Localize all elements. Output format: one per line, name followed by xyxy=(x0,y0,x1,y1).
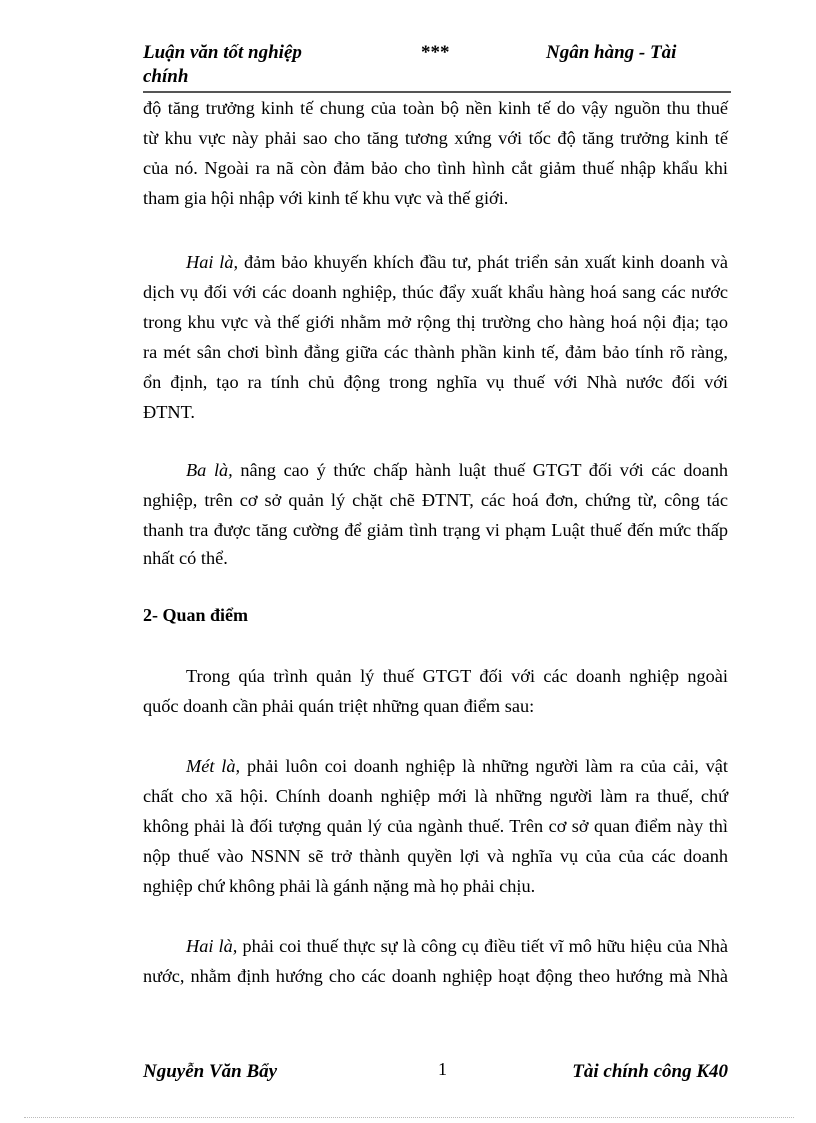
text-line: trong khu vực và thế giới nhằm mở rộng thị trường cho hàng hoá nội địa; tạo xyxy=(143,312,728,332)
paragraph-lead: Hai là, xyxy=(186,936,238,956)
header-center: *** xyxy=(421,42,450,63)
text-line: ĐTNT. xyxy=(143,402,195,422)
text-line: Trong qúa trình quản lý thuế GTGT đối với các doanh nghiệp ngoài xyxy=(186,666,728,686)
section-heading: 2- Quan điểm xyxy=(143,605,249,625)
paragraph-lead: Mét là, xyxy=(186,756,241,776)
text-line: tham gia hội nhập với kinh tế khu vực và thế giới. xyxy=(143,188,509,208)
text-line: độ tăng trưởng kinh tế chung của toàn bộ nền kinh tế do vậy nguồn thu thuế xyxy=(143,98,728,118)
text-line: nghiệp, trên cơ sở quản lý chặt chẽ ĐTNT, các hoá đơn, chứng từ, công tác xyxy=(143,490,728,510)
paragraph-lead: Ba là, xyxy=(186,460,233,480)
header-left: Luận văn tốt nghiệp xyxy=(143,42,302,63)
text-line: thanh tra được tăng cường để giảm tình trạng vi phạm Luật thuế đến mức thấp xyxy=(143,520,728,540)
header-left-cont: chính xyxy=(143,66,189,87)
text-line xyxy=(143,459,728,481)
header-rule xyxy=(143,91,731,93)
footer-author: Nguyễn Văn Bẩy xyxy=(143,1061,278,1082)
footer-class: Tài chính công K40 xyxy=(572,1061,728,1082)
text-line: từ khu vực này phải sao cho tăng tương xứng với tốc độ tăng trưởng kinh tế xyxy=(143,128,728,148)
page-boundary xyxy=(24,1117,794,1118)
text-line: chất cho xã hội. Chính doanh nghiệp mới là những người làm ra thuế, chứ xyxy=(143,786,728,806)
text-line: của nó. Ngoài ra nã còn đảm bảo cho tình hình cắt giảm thuế nhập khẩu khi xyxy=(143,158,728,178)
text-line xyxy=(143,251,728,273)
text-line: dịch vụ đối với các doanh nghiệp, thúc đẩy xuất khẩu hàng hoá sang các nước xyxy=(143,282,728,302)
text-line: nghiệp chứ không phải là gánh nặng mà họ phải chịu. xyxy=(143,876,536,896)
text-span: phải luôn coi doanh nghiệp là những người làm ra của cải, vật xyxy=(240,756,728,776)
text-span: nâng cao ý thức chấp hành luật thuế GTGT đối với các doanh xyxy=(232,460,729,480)
text-line xyxy=(143,755,728,777)
text-line: nhất có thể. xyxy=(143,548,228,568)
text-line: không phải là đối tượng quản lý của ngành thuế. Trên cơ sở quan điểm này thì xyxy=(143,816,728,836)
paragraph-lead: Hai là, xyxy=(186,252,239,272)
text-line: nộp thuế vào NSNN sẽ trở thành quyền lợi và nghĩa vụ của của các doanh xyxy=(143,846,728,866)
text-line: quốc doanh cần phải quán triệt những quan điểm sau: xyxy=(143,696,535,716)
text-line xyxy=(143,935,728,957)
text-line: ổn định, tạo ra tính chủ động trong nghĩa vụ thuế với Nhà nước đối với xyxy=(143,372,728,392)
text-span: đảm bảo khuyến khích đầu tư, phát triển sản xuất kinh doanh và xyxy=(238,252,728,272)
text-line: ra mét sân chơi bình đẳng giữa các thành phần kinh tế, đảm bảo tính rõ ràng, xyxy=(143,342,728,362)
page-number: 1 xyxy=(438,1059,447,1079)
text-span: phải coi thuế thực sự là công cụ điều tiết vĩ mô hữu hiệu của Nhà xyxy=(237,936,728,956)
header-right: Ngân hàng - Tài xyxy=(546,42,677,63)
text-line: nước, nhằm định hướng cho các doanh nghiệp hoạt động theo hướng mà Nhà xyxy=(143,966,728,986)
